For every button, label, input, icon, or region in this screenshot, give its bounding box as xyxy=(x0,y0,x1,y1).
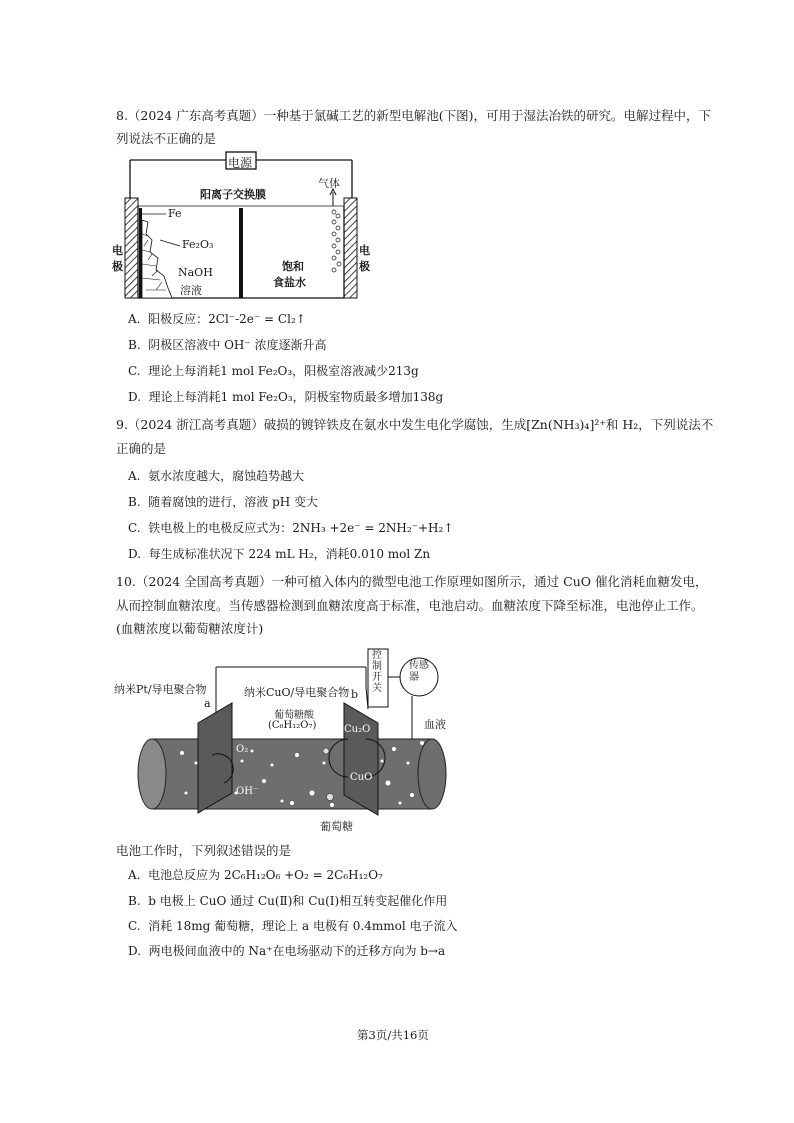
gluconic-formula-label: (C₆H₁₂O₇) xyxy=(268,720,317,731)
q8-option-a-text: 阳极反应：2Cl⁻-2e⁻ = Cl₂↑ xyxy=(148,312,306,326)
q8-option-b xyxy=(128,336,327,353)
left-electrode-label-1: 电 xyxy=(112,244,123,257)
q9-option-a-text: 氨水浓度越大，腐蚀趋势越大 xyxy=(148,469,305,483)
q9-option-b-text: 随着腐蚀的进行，溶液 pH 变大 xyxy=(148,495,319,509)
blood-vessel xyxy=(152,739,432,809)
gluconic-acid-particle xyxy=(323,748,329,754)
q10-prompt: 电池工作时，下列叙述错误的是 xyxy=(116,843,292,858)
fe-rod xyxy=(139,208,142,298)
electrode-b xyxy=(344,703,378,815)
left-electrode xyxy=(125,198,138,298)
q8-option-a-label: A. xyxy=(128,312,141,326)
q8-option-c-text: 理论上每消耗1 mol Fe₂O₃，阳极室溶液减少213g xyxy=(148,364,419,378)
q9-option-b xyxy=(128,493,318,510)
q8-option-b-label: B. xyxy=(128,338,141,352)
q8-option-d-text: 理论上每消耗1 mol Fe₂O₃，阴极室物质最多增加138g xyxy=(148,390,444,404)
q10-option-a xyxy=(128,866,383,883)
right-electrode-material-label: 纳米CuO/导电聚合物 xyxy=(244,686,350,699)
oh-label: OH⁻ xyxy=(236,786,259,797)
naoh-label: NaOH xyxy=(178,266,213,279)
gas-bubbles xyxy=(332,210,341,272)
q9-option-d xyxy=(128,545,430,562)
glucose-label: 葡萄糖 xyxy=(320,820,353,833)
q8-option-d-label: D. xyxy=(128,390,142,404)
naoh-solution-label: 溶液 xyxy=(180,284,202,297)
q9-option-d-label: D. xyxy=(128,547,142,561)
q8-option-a xyxy=(128,310,306,327)
left-electrode-label-2: 极 xyxy=(112,260,123,273)
q8-option-b-text: 阴极区溶液中 OH⁻ 浓度逐渐升高 xyxy=(148,338,327,352)
q10-option-a-text: 电池总反应为 2C₆H₁₂O₆ +O₂ = 2C₆H₁₂O₇ xyxy=(148,868,383,882)
q10-option-b-label: B. xyxy=(128,894,141,908)
q10-option-d xyxy=(128,942,445,959)
q10-option-c-text: 消耗 18mg 葡萄糖，理论上 a 电极有 0.4mmol 电子流入 xyxy=(148,919,458,933)
cation-membrane xyxy=(239,208,243,298)
membrane-label: 阳离子交换膜 xyxy=(200,188,266,201)
q8-stem-line2: 列说法不正确的是 xyxy=(116,131,217,146)
control-switch-label: 控制开关 xyxy=(372,650,382,694)
cu2o-label: Cu₂O xyxy=(344,724,371,735)
q9-stem-line2: 正确的是 xyxy=(116,441,167,456)
cuo-label: CuO xyxy=(350,772,373,783)
q9-option-c-label: C. xyxy=(128,521,141,535)
o2-label: O₂ xyxy=(236,744,249,755)
electrode-a xyxy=(198,703,232,813)
q8-option-c xyxy=(128,362,419,379)
page-footer: 第3页/共16页 xyxy=(357,1028,429,1042)
q10-option-d-text: 两电极间血液中的 Na⁺在电场驱动下的迁移方向为 b→a xyxy=(148,944,446,958)
glucose-particle xyxy=(327,794,334,801)
brine-label-2: 食盐水 xyxy=(273,276,306,289)
q10-stem-line1: 10.（2024 全国高考真题）一种可植入体内的微型电池工作原理如图所示，通过 CuO 催化消耗血糖发电， xyxy=(116,574,708,589)
right-electrode xyxy=(344,198,357,298)
right-electrode-label-1: 电 xyxy=(359,244,370,257)
brine-label-1: 饱和 xyxy=(282,260,304,273)
fe2o3-pile xyxy=(142,220,172,298)
gas-label: 气体 xyxy=(318,177,340,190)
q8-electrolysis-diagram xyxy=(108,150,373,305)
sensor-label: 传感器 xyxy=(409,660,429,683)
right-electrode-label-2: 极 xyxy=(359,260,370,273)
q10-option-b-text: b 电极上 CuO 通过 Cu(Ⅱ)和 Cu(Ⅰ)相互转变起催化作用 xyxy=(148,894,448,908)
q8-option-c-label: C. xyxy=(128,364,141,378)
q8-stem-line1: 8.（2024 广东高考真题）一种基于氯碱工艺的新型电解池(下图)，可用于湿法冶铁的研究。电解过程中，下 xyxy=(116,108,711,123)
q9-option-c xyxy=(128,519,453,536)
q10-option-c-label: C. xyxy=(128,919,141,933)
left-electrode-material-label: 纳米Pt/导电聚合物 xyxy=(114,683,207,696)
gluconic-acid-label: 葡萄糖酸 xyxy=(274,710,314,721)
power-supply-label: 电源 xyxy=(228,156,253,170)
q9-option-c-text: 铁电极上的电极反应式为：2NH₃ +2e⁻ = 2NH₂⁻+H₂↑ xyxy=(148,521,454,535)
fe-label: Fe xyxy=(168,207,182,220)
q10-stem-line2: 从而控制血糖浓度。当传感器检测到血糖浓度高于标准，电池启动。血糖浓度下降至标准，电池停止工作。 xyxy=(116,598,704,613)
q9-stem-line1: 9.（2024 浙江高考真题）破损的镀锌铁皮在氨水中发生电化学腐蚀，生成[Zn(NH₃)₄]²⁺和 H₂，下列说法不 xyxy=(116,417,714,432)
q10-option-d-label: D. xyxy=(128,944,142,958)
q9-option-a xyxy=(128,467,304,484)
q8-option-d xyxy=(128,388,443,405)
q9-option-b-label: B. xyxy=(128,495,141,509)
fe2o3-label: Fe₂O₃ xyxy=(182,238,214,251)
electrode-b-label: b xyxy=(351,688,359,701)
q9-option-a-label: A. xyxy=(128,469,141,483)
q10-option-a-label: A. xyxy=(128,868,141,882)
q10-stem-line3: (血糖浓度以葡萄糖浓度计) xyxy=(116,621,264,636)
q10-option-c xyxy=(128,917,458,934)
electrode-a-label: a xyxy=(204,697,211,710)
q9-option-d-text: 每生成标准状况下 224 mL H₂，消耗0.010 mol Zn xyxy=(148,547,431,561)
q10-option-b xyxy=(128,892,447,909)
blood-label: 血液 xyxy=(424,718,446,731)
